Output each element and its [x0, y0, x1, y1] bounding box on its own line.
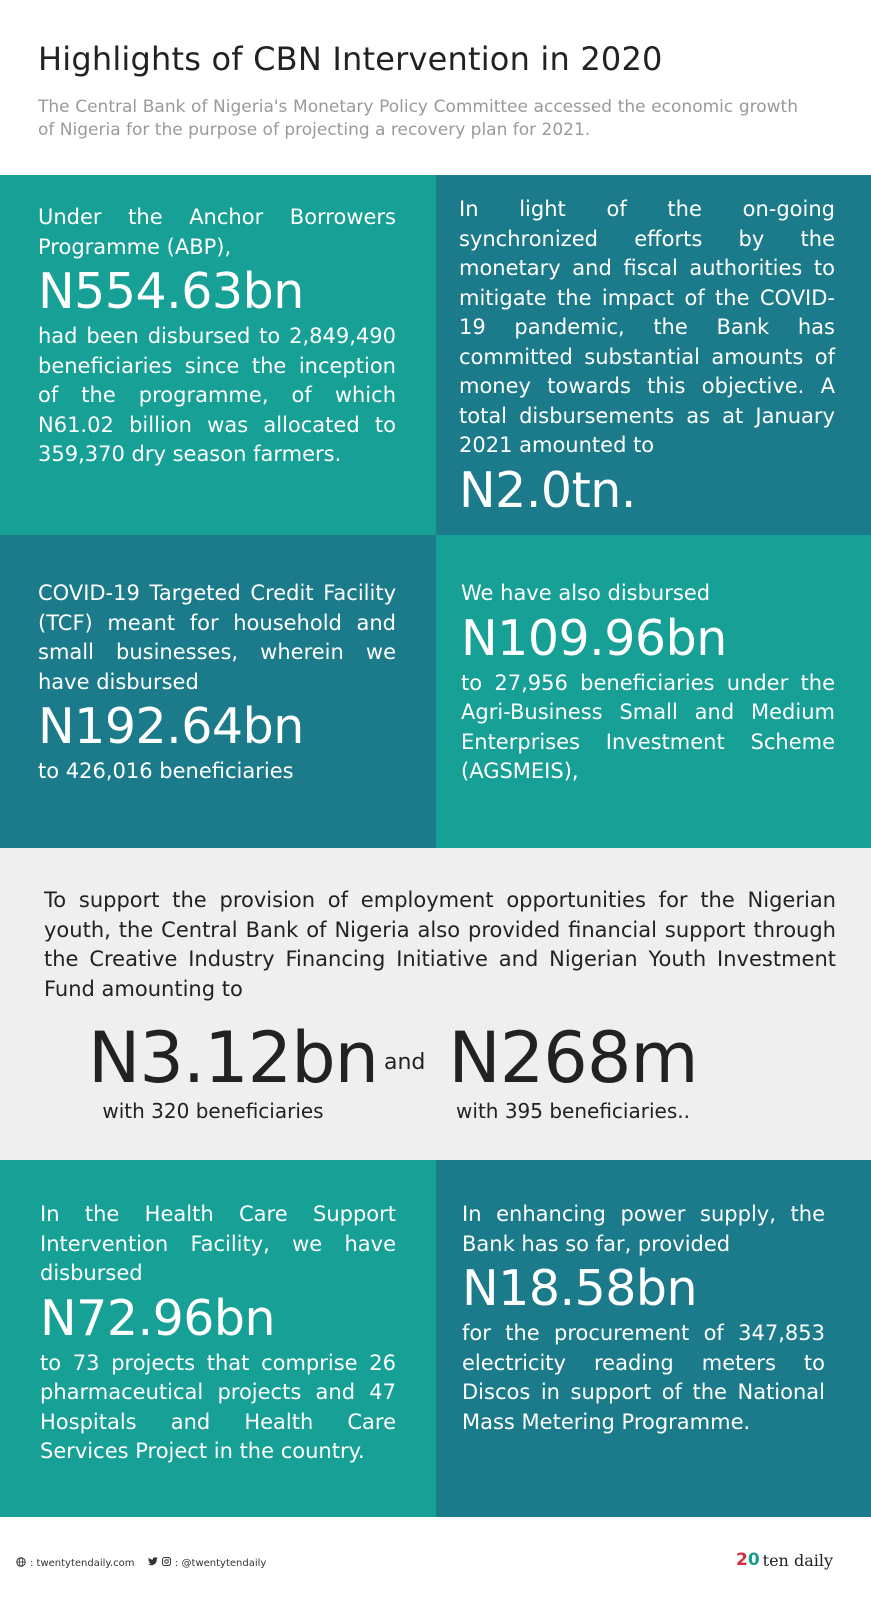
- youth-connector: and: [384, 1050, 426, 1075]
- agsmeis-intro: We have also disbursed: [461, 581, 711, 605]
- logo-mark-digit-a: 2: [735, 1550, 748, 1570]
- instagram-icon: [162, 1557, 171, 1569]
- power-intro: In enhancing power supply, the Bank has so far, provided: [462, 1202, 825, 1256]
- youth-stat-investment: [448, 1018, 698, 1124]
- covid-amount: N2.0tn.: [459, 461, 636, 519]
- footer-website[interactable]: [16, 1557, 134, 1570]
- globe-icon: [16, 1557, 26, 1570]
- tcf-detail: to 426,016 beneficiaries: [38, 759, 294, 783]
- covid-panel: [436, 175, 871, 535]
- tcf-panel: [0, 535, 436, 848]
- header: [0, 0, 871, 175]
- footer: [0, 1517, 871, 1600]
- health-intro: In the Health Care Support Intervention Facility, we have disbursed: [40, 1202, 396, 1285]
- page-title: Highlights of CBN Intervention in 2020: [38, 40, 663, 78]
- youth-label-2: with 395 beneficiaries..: [456, 1099, 690, 1123]
- page-subtitle: The Central Bank of Nigeria's Monetary Policy Committee accessed the economic growth of Nigeria for the purpose of projecting a recovery plan for 2021.: [38, 97, 798, 140]
- tcf-amount: N192.64bn: [38, 698, 304, 755]
- youth-stat-creative: [88, 1017, 379, 1124]
- agsmeis-detail: to 27,956 beneficiaries under the Agri-Business Small and Medium Enterprises Investment Scheme (AGSMEIS),: [461, 670, 835, 783]
- footer-social[interactable]: [148, 1557, 266, 1569]
- power-detail: for the procurement of 347,853 electricity reading meters to Discos in support of the National Mass Metering Programme.: [462, 1321, 825, 1434]
- covid-intro: In light of the on-going synchronized efforts by the monetary and fiscal authorities to mitigate the impact of the COVID-19 pandemic, the Bank has committed substantial amounts of money towards this objective. A total disbursements as at January 2021 amounted to: [459, 197, 835, 457]
- twitter-icon: [148, 1557, 158, 1569]
- brand-logo: [736, 1550, 833, 1570]
- power-panel: [436, 1160, 871, 1517]
- power-amount: N18.58bn: [462, 1260, 698, 1317]
- logo-mark-digit-b: 0: [747, 1550, 760, 1570]
- website-label: : twentytendaily.com: [30, 1558, 135, 1569]
- youth-amount-2: N268m: [448, 1017, 698, 1099]
- health-amount: N72.96bn: [40, 1289, 276, 1347]
- youth-label-1: with 320 beneficiaries: [102, 1099, 324, 1123]
- youth-intro: To support the provision of employment opportunities for the Nigerian youth, the Central Bank of Nigeria also provided financial support through the Creative Industry Financing Initiative and Nigerian Youth Investment Fund amounting to: [44, 888, 836, 1001]
- agsmeis-panel: [436, 535, 871, 848]
- health-panel: [0, 1160, 436, 1517]
- abp-amount: N554.63bn: [38, 263, 304, 320]
- social-handle: : @twentytendaily: [175, 1557, 267, 1569]
- youth-amount-1: N3.12bn: [88, 1017, 379, 1099]
- abp-detail: had been disbursed to 2,849,490 beneficiaries since the inception of the programme, of which N61.02 billion was allocated to 359,370 dry season farmers.: [38, 324, 396, 466]
- logo-text: ten daily: [762, 1550, 833, 1570]
- logo-mark-icon: [736, 1550, 760, 1570]
- abp-panel: [0, 175, 436, 535]
- tcf-intro: COVID-19 Targeted Credit Facility (TCF) meant for household and small businesses, wherein we have disbursed: [38, 581, 396, 694]
- health-detail: to 73 projects that comprise 26 pharmaceutical projects and 47 Hospitals and Health Care Services Project in the country.: [40, 1350, 396, 1463]
- abp-intro: Under the Anchor Borrowers Programme (ABP),: [38, 205, 396, 259]
- agsmeis-amount: N109.96bn: [461, 609, 727, 667]
